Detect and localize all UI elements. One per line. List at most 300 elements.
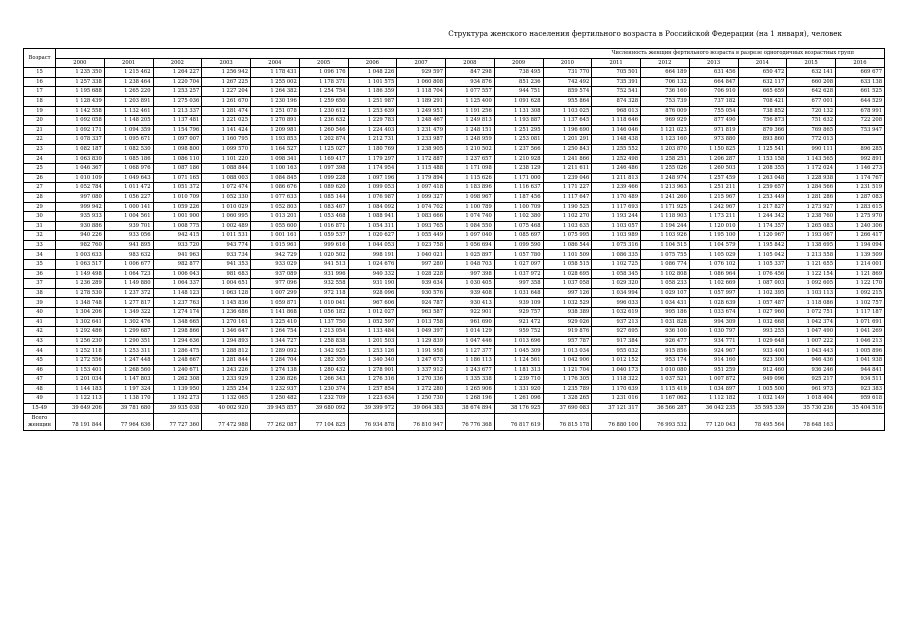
value-cell: 1 010 080 bbox=[641, 365, 690, 375]
age-cell: 17 bbox=[24, 87, 56, 97]
value-cell: 874 328 bbox=[592, 96, 641, 106]
total-label-line2: женщин bbox=[27, 422, 52, 429]
table-row bbox=[24, 260, 885, 270]
value-cell: 1 167 062 bbox=[641, 394, 690, 404]
value-cell: 1 116 637 bbox=[494, 183, 543, 193]
total-value-cell: 77 104 825 bbox=[299, 413, 348, 430]
value-cell: 1 121 023 bbox=[641, 125, 690, 135]
value-cell: 936 246 bbox=[787, 365, 836, 375]
value-cell: 923 383 bbox=[836, 384, 885, 394]
value-cell: 669 677 bbox=[836, 68, 885, 78]
value-cell: 37 121 317 bbox=[592, 403, 641, 413]
value-cell: 959 618 bbox=[836, 394, 885, 404]
total-value-cell: 76 993 532 bbox=[641, 413, 690, 430]
value-cell: 1 042 906 bbox=[543, 356, 592, 366]
value-cell: 955 864 bbox=[543, 96, 592, 106]
value-cell: 1 264 754 bbox=[251, 327, 300, 337]
age-cell: 38 bbox=[24, 288, 56, 298]
total-value-cell: 77 472 988 bbox=[202, 413, 251, 430]
value-cell: 1 101 575 bbox=[348, 77, 397, 87]
value-cell: 1 056 227 bbox=[104, 192, 153, 202]
value-cell: 1 348 665 bbox=[153, 317, 202, 327]
value-cell: 36 042 235 bbox=[689, 403, 738, 413]
value-cell: 1 270 336 bbox=[397, 375, 446, 385]
value-cell: 929 026 bbox=[543, 317, 592, 327]
value-cell: 1 256 230 bbox=[56, 336, 105, 346]
value-cell: 1 247 448 bbox=[104, 356, 153, 366]
value-cell: 1 248 959 bbox=[446, 135, 495, 145]
value-cell: 1 091 628 bbox=[494, 96, 543, 106]
total-value-cell: 78 495 564 bbox=[738, 413, 787, 430]
value-cell: 1 013 034 bbox=[543, 346, 592, 356]
value-cell: 1 251 211 bbox=[689, 183, 738, 193]
table-row bbox=[24, 250, 885, 260]
value-cell: 1 239 710 bbox=[494, 375, 543, 385]
year-header: 2006 bbox=[348, 58, 397, 68]
value-cell: 1 257 459 bbox=[689, 173, 738, 183]
age-cell: 44 bbox=[24, 346, 56, 356]
age-cell: 15-49 bbox=[24, 403, 56, 413]
value-cell: 1 059 871 bbox=[251, 298, 300, 308]
table-row bbox=[24, 308, 885, 318]
age-cell: 47 bbox=[24, 375, 56, 385]
value-cell: 1 256 942 bbox=[202, 68, 251, 78]
value-cell: 1 150 825 bbox=[689, 144, 738, 154]
value-cell: 994 309 bbox=[689, 317, 738, 327]
value-cell: 1 013 201 bbox=[251, 212, 300, 222]
value-cell: 35 595 339 bbox=[738, 403, 787, 413]
value-cell: 941 895 bbox=[104, 240, 153, 250]
value-cell: 1 132 065 bbox=[202, 394, 251, 404]
value-cell: 1 105 029 bbox=[689, 250, 738, 260]
value-cell: 925 217 bbox=[787, 375, 836, 385]
value-cell: 1 033 674 bbox=[689, 308, 738, 318]
value-cell: 1 102 757 bbox=[836, 298, 885, 308]
value-cell: 1 043 443 bbox=[787, 346, 836, 356]
table-row bbox=[24, 269, 885, 279]
value-cell: 1 257 854 bbox=[348, 384, 397, 394]
value-cell: 1 068 976 bbox=[104, 164, 153, 174]
value-cell: 1 233 929 bbox=[202, 375, 251, 385]
value-cell: 1 086 964 bbox=[689, 269, 738, 279]
value-cell: 1 048 226 bbox=[348, 68, 397, 78]
table-row bbox=[24, 288, 885, 298]
value-cell: 1 302 641 bbox=[56, 317, 105, 327]
year-header: 2010 bbox=[543, 58, 592, 68]
value-cell: 753 947 bbox=[836, 125, 885, 135]
value-cell: 39 781 680 bbox=[104, 403, 153, 413]
year-header: 2003 bbox=[202, 58, 251, 68]
value-cell: 1 005 500 bbox=[738, 384, 787, 394]
value-cell: 1 340 340 bbox=[348, 356, 397, 366]
table-row bbox=[24, 403, 885, 413]
value-cell: 1 272 556 bbox=[56, 356, 105, 366]
total-value-cell: 76 815 178 bbox=[543, 413, 592, 430]
value-cell: 1 001 161 bbox=[251, 231, 300, 241]
value-cell: 1 143 565 bbox=[787, 154, 836, 164]
value-cell: 859 574 bbox=[543, 87, 592, 97]
value-cell: 926 477 bbox=[641, 336, 690, 346]
value-cell: 1 304 206 bbox=[56, 308, 105, 318]
value-cell: 943 774 bbox=[202, 240, 251, 250]
value-cell: 1 145 836 bbox=[202, 298, 251, 308]
value-cell: 751 632 bbox=[787, 116, 836, 126]
table-row bbox=[24, 125, 885, 135]
value-cell: 1 170 639 bbox=[592, 384, 641, 394]
value-cell: 1 262 308 bbox=[153, 375, 202, 385]
total-value-cell: 76 934 878 bbox=[348, 413, 397, 430]
value-cell: 939 408 bbox=[446, 288, 495, 298]
value-cell: 1 072 474 bbox=[202, 183, 251, 193]
value-cell: 1 028 695 bbox=[543, 269, 592, 279]
value-cell: 1 047 490 bbox=[787, 327, 836, 337]
value-cell: 1 342 925 bbox=[299, 346, 348, 356]
value-cell: 633 138 bbox=[836, 77, 885, 87]
value-cell: 35 730 236 bbox=[787, 403, 836, 413]
value-cell: 1 063 517 bbox=[56, 260, 105, 270]
value-cell: 1 274 174 bbox=[153, 308, 202, 318]
value-cell: 1 235 789 bbox=[543, 384, 592, 394]
table-row bbox=[24, 356, 885, 366]
table-row bbox=[24, 68, 885, 78]
value-cell: 1 086 774 bbox=[641, 260, 690, 270]
value-cell: 1 202 874 bbox=[299, 135, 348, 145]
value-cell: 1 041 269 bbox=[836, 327, 885, 337]
value-cell: 1 028 639 bbox=[689, 298, 738, 308]
value-cell: 939 634 bbox=[397, 279, 446, 289]
value-cell: 939 701 bbox=[104, 221, 153, 231]
value-cell: 1 104 579 bbox=[689, 240, 738, 250]
value-cell: 961 690 bbox=[446, 317, 495, 327]
value-cell: 1 208 355 bbox=[738, 164, 787, 174]
value-cell: 1 082 530 bbox=[104, 144, 153, 154]
value-cell: 1 153 401 bbox=[56, 365, 105, 375]
value-cell: 1 085 186 bbox=[104, 154, 153, 164]
value-cell: 1 047 446 bbox=[446, 336, 495, 346]
table-row bbox=[24, 144, 885, 154]
age-cell: 29 bbox=[24, 202, 56, 212]
value-cell: 917 384 bbox=[592, 336, 641, 346]
value-cell: 1 095 671 bbox=[104, 135, 153, 145]
value-cell: 1 210 928 bbox=[494, 154, 543, 164]
value-cell: 1 346 647 bbox=[202, 327, 251, 337]
total-value-cell: 77 964 636 bbox=[104, 413, 153, 430]
value-cell: 1 238 129 bbox=[494, 164, 543, 174]
value-cell: 1 074 702 bbox=[397, 202, 446, 212]
value-cell: 1 137 645 bbox=[543, 116, 592, 126]
value-cell: 1 102 395 bbox=[738, 288, 787, 298]
value-cell: 1 286 475 bbox=[153, 346, 202, 356]
value-cell: 1 099 053 bbox=[348, 183, 397, 193]
value-cell: 983 632 bbox=[104, 250, 153, 260]
value-cell: 929 597 bbox=[397, 68, 446, 78]
table-row bbox=[24, 173, 885, 183]
value-cell: 990 111 bbox=[787, 144, 836, 154]
year-header: 2000 bbox=[56, 58, 105, 68]
value-cell: 1 056 694 bbox=[446, 240, 495, 250]
total-value-cell: 78 648 163 bbox=[787, 413, 836, 430]
value-cell: 1 201 034 bbox=[56, 375, 105, 385]
value-cell: 1 209 981 bbox=[251, 125, 300, 135]
age-cell: 16 bbox=[24, 77, 56, 87]
age-cell: 40 bbox=[24, 308, 56, 318]
value-cell: 1 132 461 bbox=[104, 106, 153, 116]
value-cell: 1 006 043 bbox=[153, 269, 202, 279]
value-cell: 731 770 bbox=[543, 68, 592, 78]
value-cell: 1 059 537 bbox=[299, 231, 348, 241]
value-cell: 924 967 bbox=[689, 346, 738, 356]
value-cell: 944 841 bbox=[836, 365, 885, 375]
value-cell: 1 031 828 bbox=[641, 317, 690, 327]
value-cell: 1 268 560 bbox=[104, 365, 153, 375]
value-cell: 1 098 800 bbox=[153, 144, 202, 154]
value-cell: 937 213 bbox=[592, 317, 641, 327]
value-cell: 1 037 972 bbox=[494, 269, 543, 279]
value-cell: 1 057 780 bbox=[494, 250, 543, 260]
value-cell: 1 029 320 bbox=[592, 279, 641, 289]
value-cell: 1 258 838 bbox=[299, 336, 348, 346]
value-cell: 1 058 233 bbox=[641, 279, 690, 289]
value-cell: 1 192 273 bbox=[153, 394, 202, 404]
value-cell: 632 117 bbox=[738, 77, 787, 87]
value-cell: 1 023 758 bbox=[397, 240, 446, 250]
value-cell: 1 046 367 bbox=[56, 164, 105, 174]
value-cell: 1 193 853 bbox=[251, 135, 300, 145]
year-header: 2013 bbox=[689, 58, 738, 68]
table-row bbox=[24, 394, 885, 404]
value-cell: 1 037 521 bbox=[641, 375, 690, 385]
value-cell: 997 398 bbox=[446, 269, 495, 279]
value-cell: 1 000 141 bbox=[104, 202, 153, 212]
value-cell: 1 101 220 bbox=[202, 154, 251, 164]
value-cell: 1 089 620 bbox=[299, 183, 348, 193]
value-cell: 1 093 765 bbox=[397, 221, 446, 231]
value-cell: 972 118 bbox=[299, 288, 348, 298]
value-cell: 919 876 bbox=[543, 327, 592, 337]
year-header-row bbox=[24, 58, 885, 68]
table-row bbox=[24, 202, 885, 212]
value-cell: 1 196 690 bbox=[543, 125, 592, 135]
value-cell: 1 102 725 bbox=[592, 260, 641, 270]
value-cell: 1 010 029 bbox=[202, 202, 251, 212]
value-cell: 1 227 204 bbox=[202, 87, 251, 97]
table-row bbox=[24, 164, 885, 174]
value-cell: 1 273 927 bbox=[787, 202, 836, 212]
value-cell: 1 267 225 bbox=[202, 77, 251, 87]
value-cell: 1 103 926 bbox=[641, 231, 690, 241]
value-cell: 1 259 650 bbox=[299, 96, 348, 106]
value-cell: 1 049 397 bbox=[397, 327, 446, 337]
table-row bbox=[24, 365, 885, 375]
value-cell: 1 006 677 bbox=[104, 260, 153, 270]
value-cell: 1 042 374 bbox=[787, 317, 836, 327]
value-cell: 1 193 067 bbox=[787, 231, 836, 241]
value-cell: 664 189 bbox=[641, 68, 690, 78]
value-cell: 1 238 464 bbox=[104, 77, 153, 87]
value-cell: 953 174 bbox=[641, 356, 690, 366]
group-header: Численность женщин фертильного возраста в разрезе одногодичных возрастных групп bbox=[56, 49, 885, 59]
value-cell: 1 187 456 bbox=[494, 192, 543, 202]
value-cell: 1 195 842 bbox=[738, 240, 787, 250]
value-cell: 1 153 158 bbox=[738, 154, 787, 164]
value-cell: 632 141 bbox=[787, 68, 836, 78]
value-cell: 642 628 bbox=[787, 87, 836, 97]
value-cell: 1 115 488 bbox=[397, 164, 446, 174]
table-row bbox=[24, 327, 885, 337]
value-cell: 39 945 857 bbox=[251, 403, 300, 413]
value-cell: 1 257 338 bbox=[56, 77, 105, 87]
value-cell: 1 139 950 bbox=[153, 384, 202, 394]
value-cell: 981 683 bbox=[202, 269, 251, 279]
value-cell: 1 003 633 bbox=[56, 250, 105, 260]
value-cell: 1 027 097 bbox=[494, 260, 543, 270]
value-cell: 738 852 bbox=[738, 106, 787, 116]
age-cell: 41 bbox=[24, 317, 56, 327]
value-cell: 722 208 bbox=[836, 116, 885, 126]
value-cell: 912 460 bbox=[738, 365, 787, 375]
value-cell: 1 124 561 bbox=[494, 356, 543, 366]
value-cell: 1 191 256 bbox=[446, 106, 495, 116]
value-cell: 1 099 327 bbox=[397, 192, 446, 202]
value-cell: 879 366 bbox=[738, 125, 787, 135]
value-cell: 1 001 900 bbox=[153, 212, 202, 222]
value-cell: 1 239 046 bbox=[543, 173, 592, 183]
value-cell: 1 281 844 bbox=[202, 356, 251, 366]
value-cell: 1 179 297 bbox=[348, 154, 397, 164]
value-cell: 753 739 bbox=[641, 96, 690, 106]
value-cell: 1 248 667 bbox=[153, 356, 202, 366]
value-cell: 1 224 403 bbox=[348, 125, 397, 135]
value-cell: 1 266 343 bbox=[299, 375, 348, 385]
value-cell: 1 335 338 bbox=[446, 375, 495, 385]
value-cell: 940 332 bbox=[348, 269, 397, 279]
value-cell: 941 963 bbox=[153, 250, 202, 260]
age-cell: 31 bbox=[24, 221, 56, 231]
value-cell: 1 278 901 bbox=[348, 365, 397, 375]
value-cell: 1 052 597 bbox=[348, 317, 397, 327]
value-cell: 1 148 205 bbox=[104, 116, 153, 126]
value-cell: 1 129 839 bbox=[397, 336, 446, 346]
value-cell: 1 191 958 bbox=[397, 346, 446, 356]
value-cell: 39 064 383 bbox=[397, 403, 446, 413]
value-cell: 995 186 bbox=[641, 308, 690, 318]
value-cell: 1 149 880 bbox=[104, 279, 153, 289]
value-cell: 1 328 265 bbox=[543, 394, 592, 404]
value-cell: 1 294 636 bbox=[153, 336, 202, 346]
value-cell: 708 421 bbox=[738, 96, 787, 106]
value-cell: 1 215 967 bbox=[689, 192, 738, 202]
value-cell: 1 097 196 bbox=[348, 173, 397, 183]
age-cell: 20 bbox=[24, 116, 56, 126]
year-header: 2014 bbox=[738, 58, 787, 68]
year-header: 2005 bbox=[299, 58, 348, 68]
value-cell: 1 040 173 bbox=[592, 365, 641, 375]
value-cell: 1 094 359 bbox=[104, 125, 153, 135]
value-cell: 1 231 016 bbox=[592, 394, 641, 404]
value-cell: 1 032 619 bbox=[592, 308, 641, 318]
value-cell: 1 261 096 bbox=[494, 394, 543, 404]
value-cell: 1 201 503 bbox=[348, 336, 397, 346]
value-cell: 1 298 866 bbox=[153, 327, 202, 337]
value-cell: 1 027 960 bbox=[738, 308, 787, 318]
value-cell: 1 242 967 bbox=[689, 202, 738, 212]
value-cell: 933 400 bbox=[738, 346, 787, 356]
value-cell: 1 100 789 bbox=[446, 202, 495, 212]
value-cell: 1 253 081 bbox=[494, 135, 543, 145]
value-cell: 1 057 997 bbox=[689, 288, 738, 298]
value-cell: 1 283 615 bbox=[836, 202, 885, 212]
age-cell: 26 bbox=[24, 173, 56, 183]
value-cell: 1 288 812 bbox=[202, 346, 251, 356]
value-cell: 1 011 531 bbox=[202, 231, 251, 241]
value-cell: 992 891 bbox=[836, 154, 885, 164]
value-cell: 1 232 709 bbox=[299, 394, 348, 404]
value-cell: 1 115 419 bbox=[641, 384, 690, 394]
value-cell: 1 189 291 bbox=[397, 96, 446, 106]
value-cell: 1 254 754 bbox=[299, 87, 348, 97]
value-cell: 877 490 bbox=[689, 116, 738, 126]
value-cell: 893 860 bbox=[738, 135, 787, 145]
value-cell: 1 125 541 bbox=[738, 144, 787, 154]
value-cell: 1 048 703 bbox=[446, 260, 495, 270]
value-cell: 1 098 341 bbox=[251, 154, 300, 164]
value-cell: 996 033 bbox=[592, 298, 641, 308]
value-cell: 1 097 418 bbox=[397, 183, 446, 193]
value-cell: 998 191 bbox=[348, 250, 397, 260]
value-cell: 1 029 648 bbox=[738, 336, 787, 346]
value-cell: 1 122 170 bbox=[836, 279, 885, 289]
value-cell: 1 063 128 bbox=[202, 288, 251, 298]
value-cell: 1 172 024 bbox=[787, 164, 836, 174]
value-cell: 963 587 bbox=[397, 308, 446, 318]
age-cell: 36 bbox=[24, 269, 56, 279]
value-cell: 1 255 254 bbox=[202, 384, 251, 394]
value-cell: 1 076 987 bbox=[348, 192, 397, 202]
value-cell: 1 349 322 bbox=[104, 308, 153, 318]
value-cell: 1 102 669 bbox=[689, 279, 738, 289]
age-cell: 22 bbox=[24, 135, 56, 145]
value-cell: 1 244 342 bbox=[738, 212, 787, 222]
value-cell: 1 034 994 bbox=[592, 288, 641, 298]
value-cell: 631 456 bbox=[689, 68, 738, 78]
value-cell: 1 277 817 bbox=[104, 298, 153, 308]
value-cell: 1 055 600 bbox=[251, 221, 300, 231]
value-cell: 1 233 987 bbox=[397, 135, 446, 145]
value-cell: 931 996 bbox=[299, 269, 348, 279]
value-cell: 1 181 313 bbox=[494, 365, 543, 375]
value-cell: 1 260 546 bbox=[299, 125, 348, 135]
value-cell: 944 751 bbox=[494, 87, 543, 97]
value-cell: 1 255 552 bbox=[592, 144, 641, 154]
value-cell: 1 302 476 bbox=[104, 317, 153, 327]
value-cell: 36 566 287 bbox=[641, 403, 690, 413]
value-cell: 1 077 557 bbox=[446, 87, 495, 97]
value-cell: 941 353 bbox=[202, 260, 251, 270]
value-cell: 1 082 187 bbox=[56, 144, 105, 154]
value-cell: 1 171 227 bbox=[543, 183, 592, 193]
value-cell: 1 278 530 bbox=[56, 288, 105, 298]
value-cell: 756 873 bbox=[738, 116, 787, 126]
value-cell: 1 160 795 bbox=[202, 135, 251, 145]
value-cell: 1 193 887 bbox=[494, 116, 543, 126]
value-cell: 1 237 763 bbox=[153, 298, 202, 308]
value-cell: 1 250 730 bbox=[397, 394, 446, 404]
value-cell: 1 228 938 bbox=[787, 173, 836, 183]
value-cell: 1 127 377 bbox=[446, 346, 495, 356]
value-cell: 940 226 bbox=[56, 231, 105, 241]
value-cell: 876 009 bbox=[641, 106, 690, 116]
total-value-cell: 76 880 100 bbox=[592, 413, 641, 430]
